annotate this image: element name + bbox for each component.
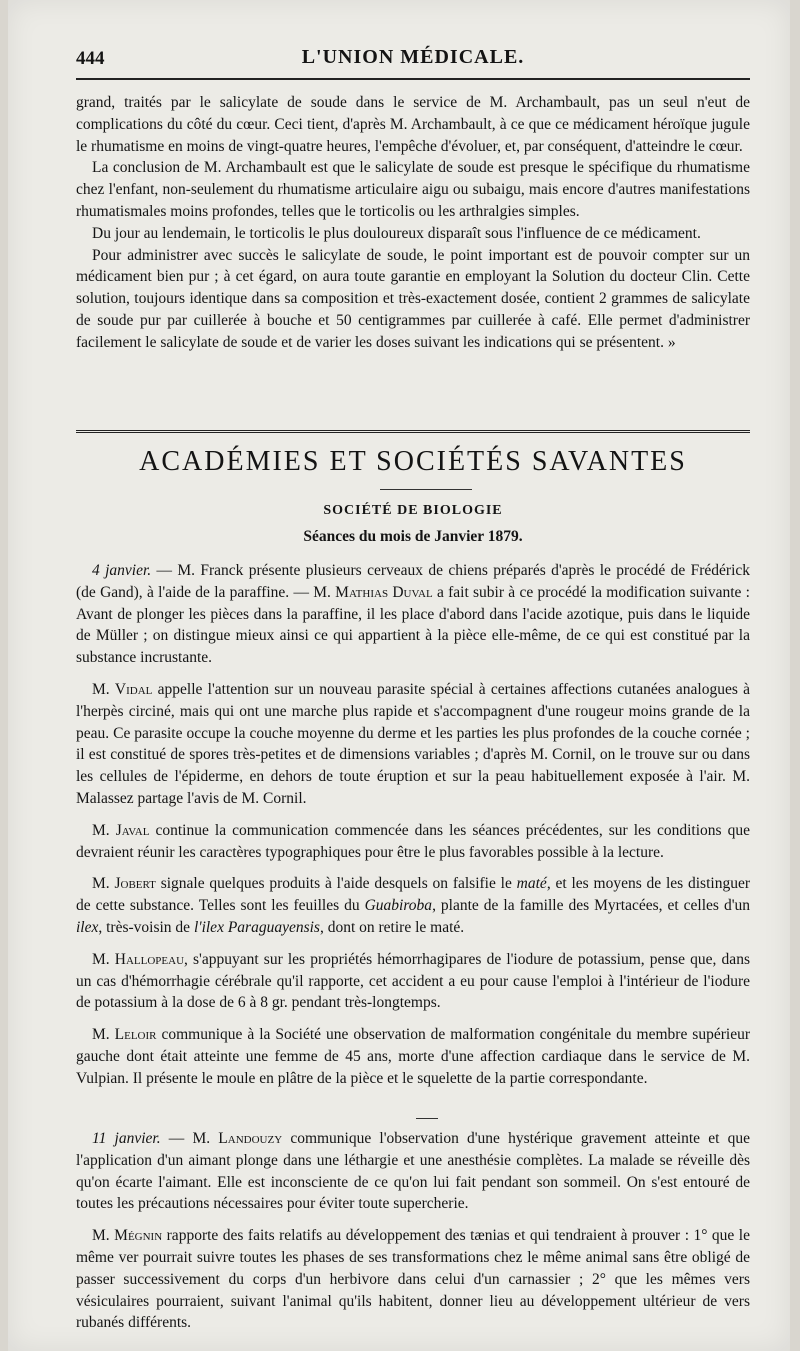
title-rule	[380, 489, 472, 490]
running-head	[76, 44, 750, 72]
entries-text	[76, 560, 750, 1090]
entry-4-janvier: 4 janvier. — M. Franck présente plusieurs cerveaux de chiens préparés d'après le procédé de Frédérick (de Gand), à l'aide de la paraffine. — M. Mathias Duval a fait subir à ce procédé la modification suivante : Avant de plonger les pièces dans la paraffine, il les place d'abord dans l'acide azotique, puis dans le liquide de Müller ; on distingue mieux ainsi ce qui appartient à la pièce elle-même, de ce qui est constitué par la substance incrustante.	[76, 562, 751, 667]
entry-leloir: M. Leloir communique à la Société une observation de malformation congénitale du membre supérieur gauche dont était atteinte une femme de 45 ans, morte d'une affection cardiaque dans le service de M. Vulpian. Il présente le moule en plâtre de la pièce et le squelette de la partie correspondante.	[76, 1026, 750, 1087]
session-heading: Séances du mois de Janvier 1879.	[303, 528, 523, 545]
entry-vidal: M. Vidal appelle l'attention sur un nouveau parasite spécial à certaines affections cutanées analogues à l'herpès circiné, mais qui ont une marche plus rapide et s'accompagnent d'une rougeur moins grande de la peau. Ce parasite occupe la couche moyenne du derme et les parties les plus profondes de la couche cornée ; il est constitué de spores très-petites et de dimensions variables ; d'après M. Cornil, on le trouve sur ou dans les cellules de l'épiderme, en dehors de toute éruption et sur la peau habituellement exposée à l'air. M. Malassez partage l'avis de M. Cornil.	[76, 680, 750, 807]
journal-title: L'UNION MÉDICALE.	[301, 46, 525, 68]
entry-date: 11 janvier.	[92, 1130, 161, 1147]
entry-11-janvier: 11 janvier. — M. Landouzy communique l'observation d'une hystérique gravement atteinte et que l'application d'un aimant plonge dans une léthargie et une anesthésie complètes. La malade se réveille dès qu'on écarte l'aimant. Elle est inconsciente de ce qu'on lui fait pendant son sommeil. On s'est entouré de toutes les précautions nécessaires pour éviter toute supercherie.	[76, 1130, 750, 1213]
author-name: Mégnin	[114, 1227, 163, 1245]
intro-text	[76, 92, 750, 354]
author-name: Hallopeau	[114, 950, 185, 968]
paragraph: grand, traités par le salicylate de soude dans le service de M. Archambault, pas un seul n'eut de complications du côté du cœur. Ceci tient, d'après M. Archambault, à ce que ce médicament héroïque jugule le rhumatisme en moins de vingt-quatre heures, l'empêche d'évoluer, et, par conséquent, d'atteindre le cœur.	[76, 94, 750, 155]
entry-jobert: M. Jobert signale quelques produits à l'aide desquels on falsifie le maté, et les moyens de les distinguer de cette substance. Telles sont les feuilles du Guabiroba, plante de la famille des Myrtacées, et celles d'un ilex, très-voisin de l'ilex Paraguayensis, dont on retire le maté.	[76, 875, 750, 936]
paragraph: Pour administrer avec succès le salicylate de soude, le point important est de pouvoir compter sur un médicament bien pur ; à cet égard, on aura toute garantie en employant la Solution du docteur Clin. Cette solution, toujours identique dans sa composition et très-exactement dosée, contient 2 grammes de salicylate de soude pur par cuillerée à bouche et 50 centigrammes par cuillerée à café. Elle permet d'administrer facilement le salicylate de soude et de varier les doses suivant les indications qui se présentent. »	[76, 246, 750, 351]
page	[8, 0, 790, 1351]
author-name: Javal	[115, 821, 150, 839]
header-rule	[76, 78, 750, 80]
author-name: Landouzy	[218, 1130, 283, 1147]
entries-text-2	[76, 1128, 750, 1334]
author-name: Jobert	[114, 875, 156, 893]
section-title: ACADÉMIES ET SOCIÉTÉS SAVANTES	[139, 446, 687, 477]
entry-javal: M. Javal continue la communication commencée dans les séances précédentes, sur les conditions que devraient réunir les caractères typographiques pour être le plus favorables possible à la lecture.	[76, 821, 750, 861]
entry-megnin: M. Mégnin rapporte des faits relatifs au développement des tænias et qui tendraient à prouver : 1° que le même ver pourrait suivre toutes les phases de ses transformations chez le même animal sans être obligé de passer successivement du corps d'un herbivore dans celui d'un carnassier ; 2° que les mêmes vers vésiculaires pourraient, suivant l'animal qu'ils habitent, donner lieu au développement ultérieur de vers rubanés différents.	[76, 1227, 750, 1332]
section-divider	[76, 430, 750, 436]
entry-separator	[416, 1118, 438, 1119]
society-heading: SOCIÉTÉ DE BIOLOGIE	[323, 503, 503, 518]
author-name: Vidal	[114, 680, 153, 698]
paragraph: La conclusion de M. Archambault est que le salicylate de soude est presque le spécifique du rhumatisme chez l'enfant, non-seulement du rhumatisme articulaire aigu ou subaigu, mais encore d'autres manifestations rhumatismales moins profondes, telles que le torticolis ou les arthralgies simples.	[76, 159, 750, 220]
entry-hallopeau: M. Hallopeau, s'appuyant sur les propriétés hémorrhagipares de l'iodure de potassium, pense que, dans un cas d'hémorrhagie cérébrale qu'il rapporte, cet accident a eu pour cause l'emploi à l'intérieur de l'iodure de potassium à la dose de 6 à 8 gr. pendant très-longtemps.	[76, 950, 750, 1012]
author-name: Mathias Duval	[335, 583, 433, 601]
entry-date: 4 janvier.	[92, 562, 152, 579]
author-name: Leloir	[114, 1026, 157, 1044]
page-number: 444	[76, 48, 105, 69]
paragraph: Du jour au lendemain, le torticolis le plus douloureux disparaît sous l'influence de ce médicament.	[92, 224, 701, 242]
